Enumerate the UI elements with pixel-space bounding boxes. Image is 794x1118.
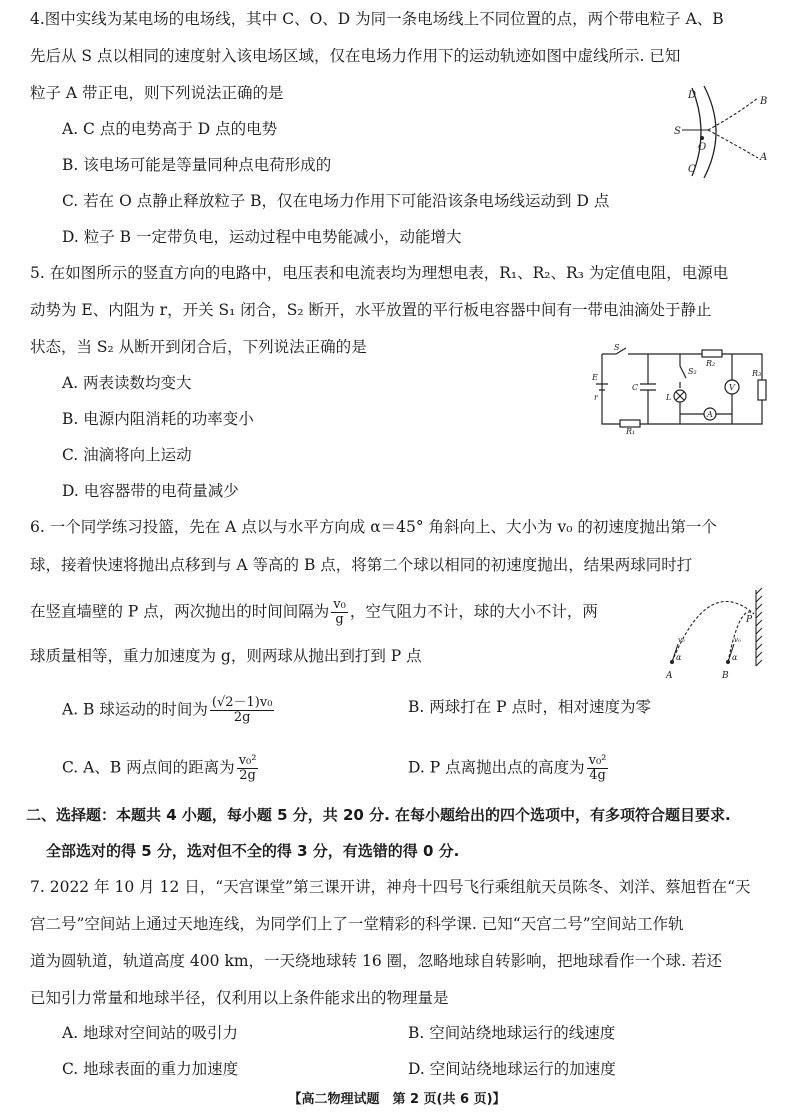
q5-circuit-figure <box>592 344 770 434</box>
q5-option-c: C. 油滴将向上运动 <box>62 446 192 464</box>
q6-option-d <box>408 754 610 783</box>
q6-line3-pre: 在竖直墙壁的 P 点，两次抛出的时间间隔为 <box>30 602 330 621</box>
q5-label-c: C <box>632 383 639 392</box>
q6-label-p: P <box>746 615 753 625</box>
q6-interval-den: g <box>335 612 344 627</box>
q6-option-a <box>62 696 276 725</box>
q7-stem-line-3: 道为圆轨道，轨道高度 400 km，一天绕地球转 16 圈，忽略地球自转影响，把地球看作一个球. 若还 <box>30 952 722 970</box>
q6-optA-num: (√2－1)v₀ <box>211 695 273 710</box>
q6-line3-post: ，空气阻力不计，球的大小不计，两 <box>349 602 598 621</box>
q5-stem-line-3: 状态，当 S₂ 从断开到闭合后，下列说法正确的是 <box>30 338 367 356</box>
q7-stem-line-2: 宫二号”空间站上通过天地连线，为同学们上了一堂精彩的科学课. 已知“天宫二号”空间站工作轨 <box>30 915 684 933</box>
q5-option-d: D. 电容器带的电荷量减少 <box>62 482 239 500</box>
q4-label-d: D <box>688 90 697 101</box>
q6-optC-fraction <box>237 754 259 783</box>
q6-optC-num: v₀² <box>238 753 257 768</box>
q5-label-r3: R₃ <box>752 369 762 378</box>
q6-interval-num: v₀ <box>333 597 346 612</box>
q5-option-a: A. 两表读数均变大 <box>62 374 192 392</box>
q6-optD-num: v₀² <box>588 753 607 768</box>
q5-label-s1: S <box>614 343 620 352</box>
q5-option-b: B. 电源内阻消耗的功率变小 <box>62 410 254 428</box>
q5-label-r: r <box>594 393 598 402</box>
q6-label-v-b: v₀ <box>734 636 741 644</box>
section2-heading-line-2: 全部选对的得 5 分，选对但不全的得 3 分，有选错的得 0 分. <box>46 842 460 860</box>
q5-label-r1: R₁ <box>626 427 636 436</box>
q7-option-c: C. 地球表面的重力加速度 <box>62 1060 239 1078</box>
page-footer: 【高二物理试题 第 2 页(共 6 页)】 <box>288 1092 506 1107</box>
q6-stem-line-2: 球，接着快速将抛出点移到与 A 等高的 B 点，将第二个球以相同的初速度抛出，结果两球同时打 <box>30 556 693 574</box>
q4-field-figure <box>668 84 772 180</box>
q6-stem-line-1: 6. 一个同学练习投篮，先在 A 点以与水平方向成 α＝45° 角斜向上、大小为 v₀ 的初速度抛出第一个 <box>30 518 717 536</box>
q6-label-a: A <box>666 671 673 681</box>
q6-interval-fraction <box>331 598 348 627</box>
q5-label-a: A <box>707 410 713 419</box>
q6-option-b: B. 两球打在 P 点时，相对速度为零 <box>408 698 652 716</box>
q5-label-r2: R₂ <box>706 359 716 368</box>
q4-stem-line-1: 4.图中实线为某电场的电场线，其中 C、O、D 为同一条电场线上不同位置的点，两个带电粒子 A、B <box>30 10 724 28</box>
q4-stem-line-2: 先后从 S 点以相同的速度射入该电场区域，仅在电场力作用下的运动轨迹如图中虚线所示. 已知 <box>30 47 681 65</box>
q5-label-l: L <box>666 393 672 402</box>
q7-stem-line-1: 7. 2022 年 10 月 12 日，“天宫课堂”第三课开讲，神舟十四号飞行乘组航天员陈冬、刘洋、蔡旭哲在“天 <box>30 878 751 896</box>
q7-option-a: A. 地球对空间站的吸引力 <box>62 1024 239 1042</box>
q6-optC-den: 2g <box>239 768 256 783</box>
q4-label-c: C <box>688 164 696 175</box>
q7-option-b: B. 空间站绕地球运行的线速度 <box>408 1024 616 1042</box>
q4-stem-line-3: 粒子 A 带正电，则下列说法正确的是 <box>30 84 284 102</box>
q6-stem-line-4: 球质量相等，重力加速度为 g，则两球从抛出到打到 P 点 <box>30 647 422 665</box>
q6-optD-fraction <box>587 754 609 783</box>
q6-label-b: B <box>722 671 729 681</box>
q6-label-v-a: v₀ <box>678 636 685 644</box>
q6-stem-line-3 <box>30 598 598 627</box>
q6-label-alpha-b: α <box>732 653 738 662</box>
q5-label-v: V <box>729 383 735 392</box>
q5-stem-line-1: 5. 在如图所示的竖直方向的电路中，电压表和电流表均为理想电表，R₁、R₂、R₃ 为定值电阻，电源电 <box>30 264 729 282</box>
q4-label-a: A <box>760 152 768 163</box>
q6-optA-pre: A. B 球运动的时间为 <box>62 700 208 719</box>
q4-label-o: O <box>698 142 707 153</box>
q7-stem-line-4: 已知引力常量和地球半径，仅利用以上条件能求出的物理量是 <box>30 989 449 1007</box>
q6-projectile-figure <box>662 584 772 680</box>
q7-option-d: D. 空间站绕地球运行的加速度 <box>408 1060 616 1078</box>
q4-option-d: D. 粒子 B 一定带负电，运动过程中电势能减小，动能增大 <box>62 228 462 246</box>
q5-stem-line-2: 动势为 E、内阻为 r，开关 S₁ 闭合，S₂ 断开，水平放置的平行板电容器中间有一带电油滴处于静止 <box>30 301 712 319</box>
q4-option-c: C. 若在 O 点静止释放粒子 B，仅在电场力作用下可能沿该条电场线运动到 D 点 <box>62 192 610 210</box>
q6-label-alpha-a: α <box>676 653 682 662</box>
q4-label-s: S <box>674 126 681 137</box>
q5-label-s2: S₂ <box>688 367 697 376</box>
q4-label-b: B <box>760 96 768 107</box>
q6-optA-den: 2g <box>233 710 251 725</box>
q6-optD-pre: D. P 点离抛出点的高度为 <box>408 758 585 777</box>
q6-option-c <box>62 754 260 783</box>
q4-option-b: B. 该电场可能是等量同种点电荷形成的 <box>62 156 332 174</box>
q5-label-e: E <box>592 373 598 382</box>
q6-optA-fraction <box>210 696 275 725</box>
section2-heading-line-1: 二、选择题：本题共 4 小题，每小题 5 分，共 20 分. 在每小题给出的四个选项中，有多项符合题目要求. <box>26 806 731 824</box>
q4-option-a: A. C 点的电势高于 D 点的电势 <box>62 120 278 138</box>
q6-optD-den: 4g <box>589 768 606 783</box>
q6-optC-pre: C. A、B 两点间的距离为 <box>62 758 235 777</box>
